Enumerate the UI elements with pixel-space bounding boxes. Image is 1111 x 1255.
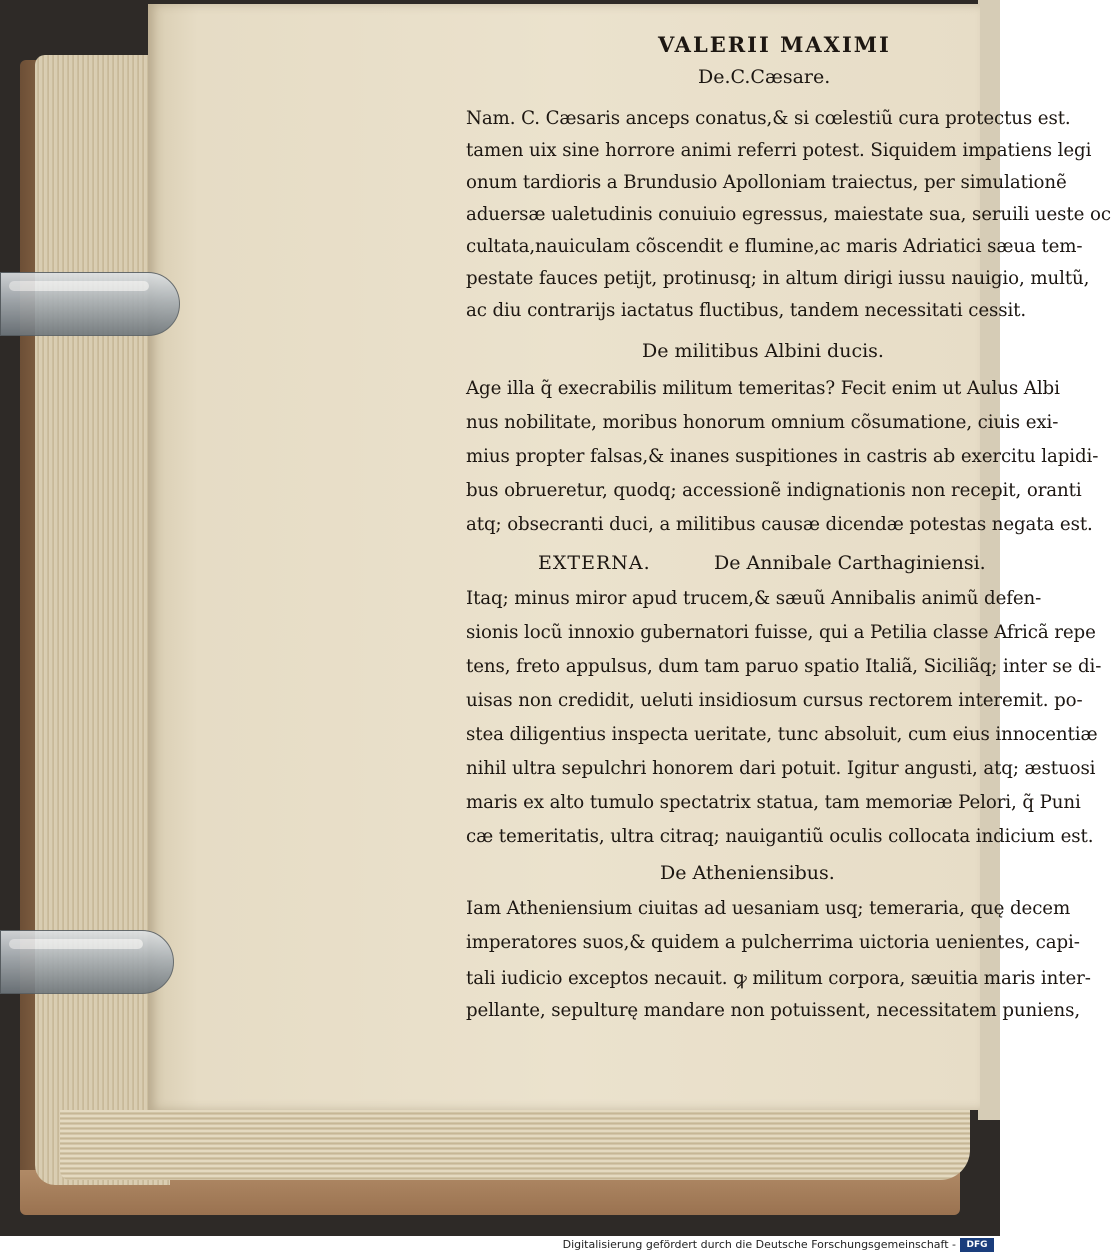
page-clamp-bottom (0, 930, 174, 994)
text-line: Nam. C. Cæsaris anceps conatus,& si cœlestiũ cura protectus est. (466, 108, 1071, 129)
section-heading-athenians: De Atheniensibus. (660, 862, 835, 884)
text-line: mius propter falsas,& inanes suspitiones in castris ab exercitu lapidi- (466, 446, 1099, 467)
book-page (148, 4, 1111, 1110)
text-line: Iam Atheniensium ciuitas ad uesaniam usq; temeraria, quę decem (466, 898, 1071, 919)
section-heading-albinus: De militibus Albini ducis. (642, 340, 884, 362)
page-clamp-top (0, 272, 180, 336)
text-line: onum tardioris a Brundusio Apolloniam traiectus, per simulationẽ (466, 172, 1067, 193)
text-line: Age illa q̃ execrabilis militum temeritas? Fecit enim ut Aulus Albi (466, 378, 1060, 399)
text-line: tens, freto appulsus, dum tam paruo spatio Italiã, Siciliãq; inter se di- (466, 656, 1102, 677)
text-line: tali iudicio exceptos necauit. ꝙ militum corpora, sæuitia maris inter- (466, 968, 1091, 989)
text-line: cæ temeritatis, ultra citraq; nauigantiũ oculis collocata indicium est. (466, 826, 1094, 847)
section-heading-caesar: De.C.Cæsare. (698, 66, 831, 88)
footer-bar (0, 1236, 1000, 1255)
section-heading-externa: EXTERNA. (538, 552, 651, 574)
section-heading-annibal: De Annibale Carthaginiensi. (714, 552, 986, 574)
text-line: imperatores suos,& quidem a pulcherrima uictoria uenientes, capi- (466, 932, 1080, 953)
text-line: sionis locũ innoxio gubernatori fuisse, qui a Petilia classe Africã repe (466, 622, 1096, 643)
text-line: ac diu contrarijs iactatus fluctibus, tandem necessitati cessit. (466, 300, 1027, 321)
text-line: aduersæ ualetudinis conuiuio egressus, maiestate sua, seruili ueste oc (466, 204, 1111, 225)
text-line: atq; obsecranti duci, a militibus causæ dicendæ potestas negata est. (466, 514, 1093, 535)
dfg-logo: DFG (960, 1238, 994, 1252)
text-line: stea diligentius inspecta ueritate, tunc absoluit, cum eius innocentiæ (466, 724, 1098, 745)
running-head: VALERII MAXIMI (658, 32, 891, 57)
text-line: nus nobilitate, moribus honorum omnium cõsumatione, ciuis exi- (466, 412, 1059, 433)
text-line: Itaq; minus miror apud trucem,& sæuũ Annibalis animũ defen- (466, 588, 1042, 609)
text-line: uisas non credidit, ueluti insidiosum cursus rectorem interemit. po- (466, 690, 1083, 711)
text-line: maris ex alto tumulo spectatrix statua, tam memoriæ Pelori, q̃ Puni (466, 792, 1081, 813)
text-line: pellante, sepulturę mandare non potuissent, necessitatem puniens, (466, 1000, 1081, 1021)
text-line: tamen uix sine horrore animi referri potest. Siquidem impatiens legi (466, 140, 1092, 161)
text-line: cultata,nauiculam cõscendit e flumine,ac maris Adriatici sæua tem- (466, 236, 1083, 257)
page-edges-bottom (60, 1110, 970, 1180)
text-line: nihil ultra sepulchri honorem dari potuit. Igitur angusti, atq; æstuosi (466, 758, 1096, 779)
footer-credit: Digitalisierung gefördert durch die Deutsche Forschungsgemeinschaft - (562, 1238, 956, 1251)
text-line: pestate fauces petijt, protinusq; in altum dirigi iussu nauigio, multũ, (466, 268, 1090, 289)
text-line: bus obrueretur, quodq; accessionẽ indignationis non recepit, oranti (466, 480, 1082, 501)
